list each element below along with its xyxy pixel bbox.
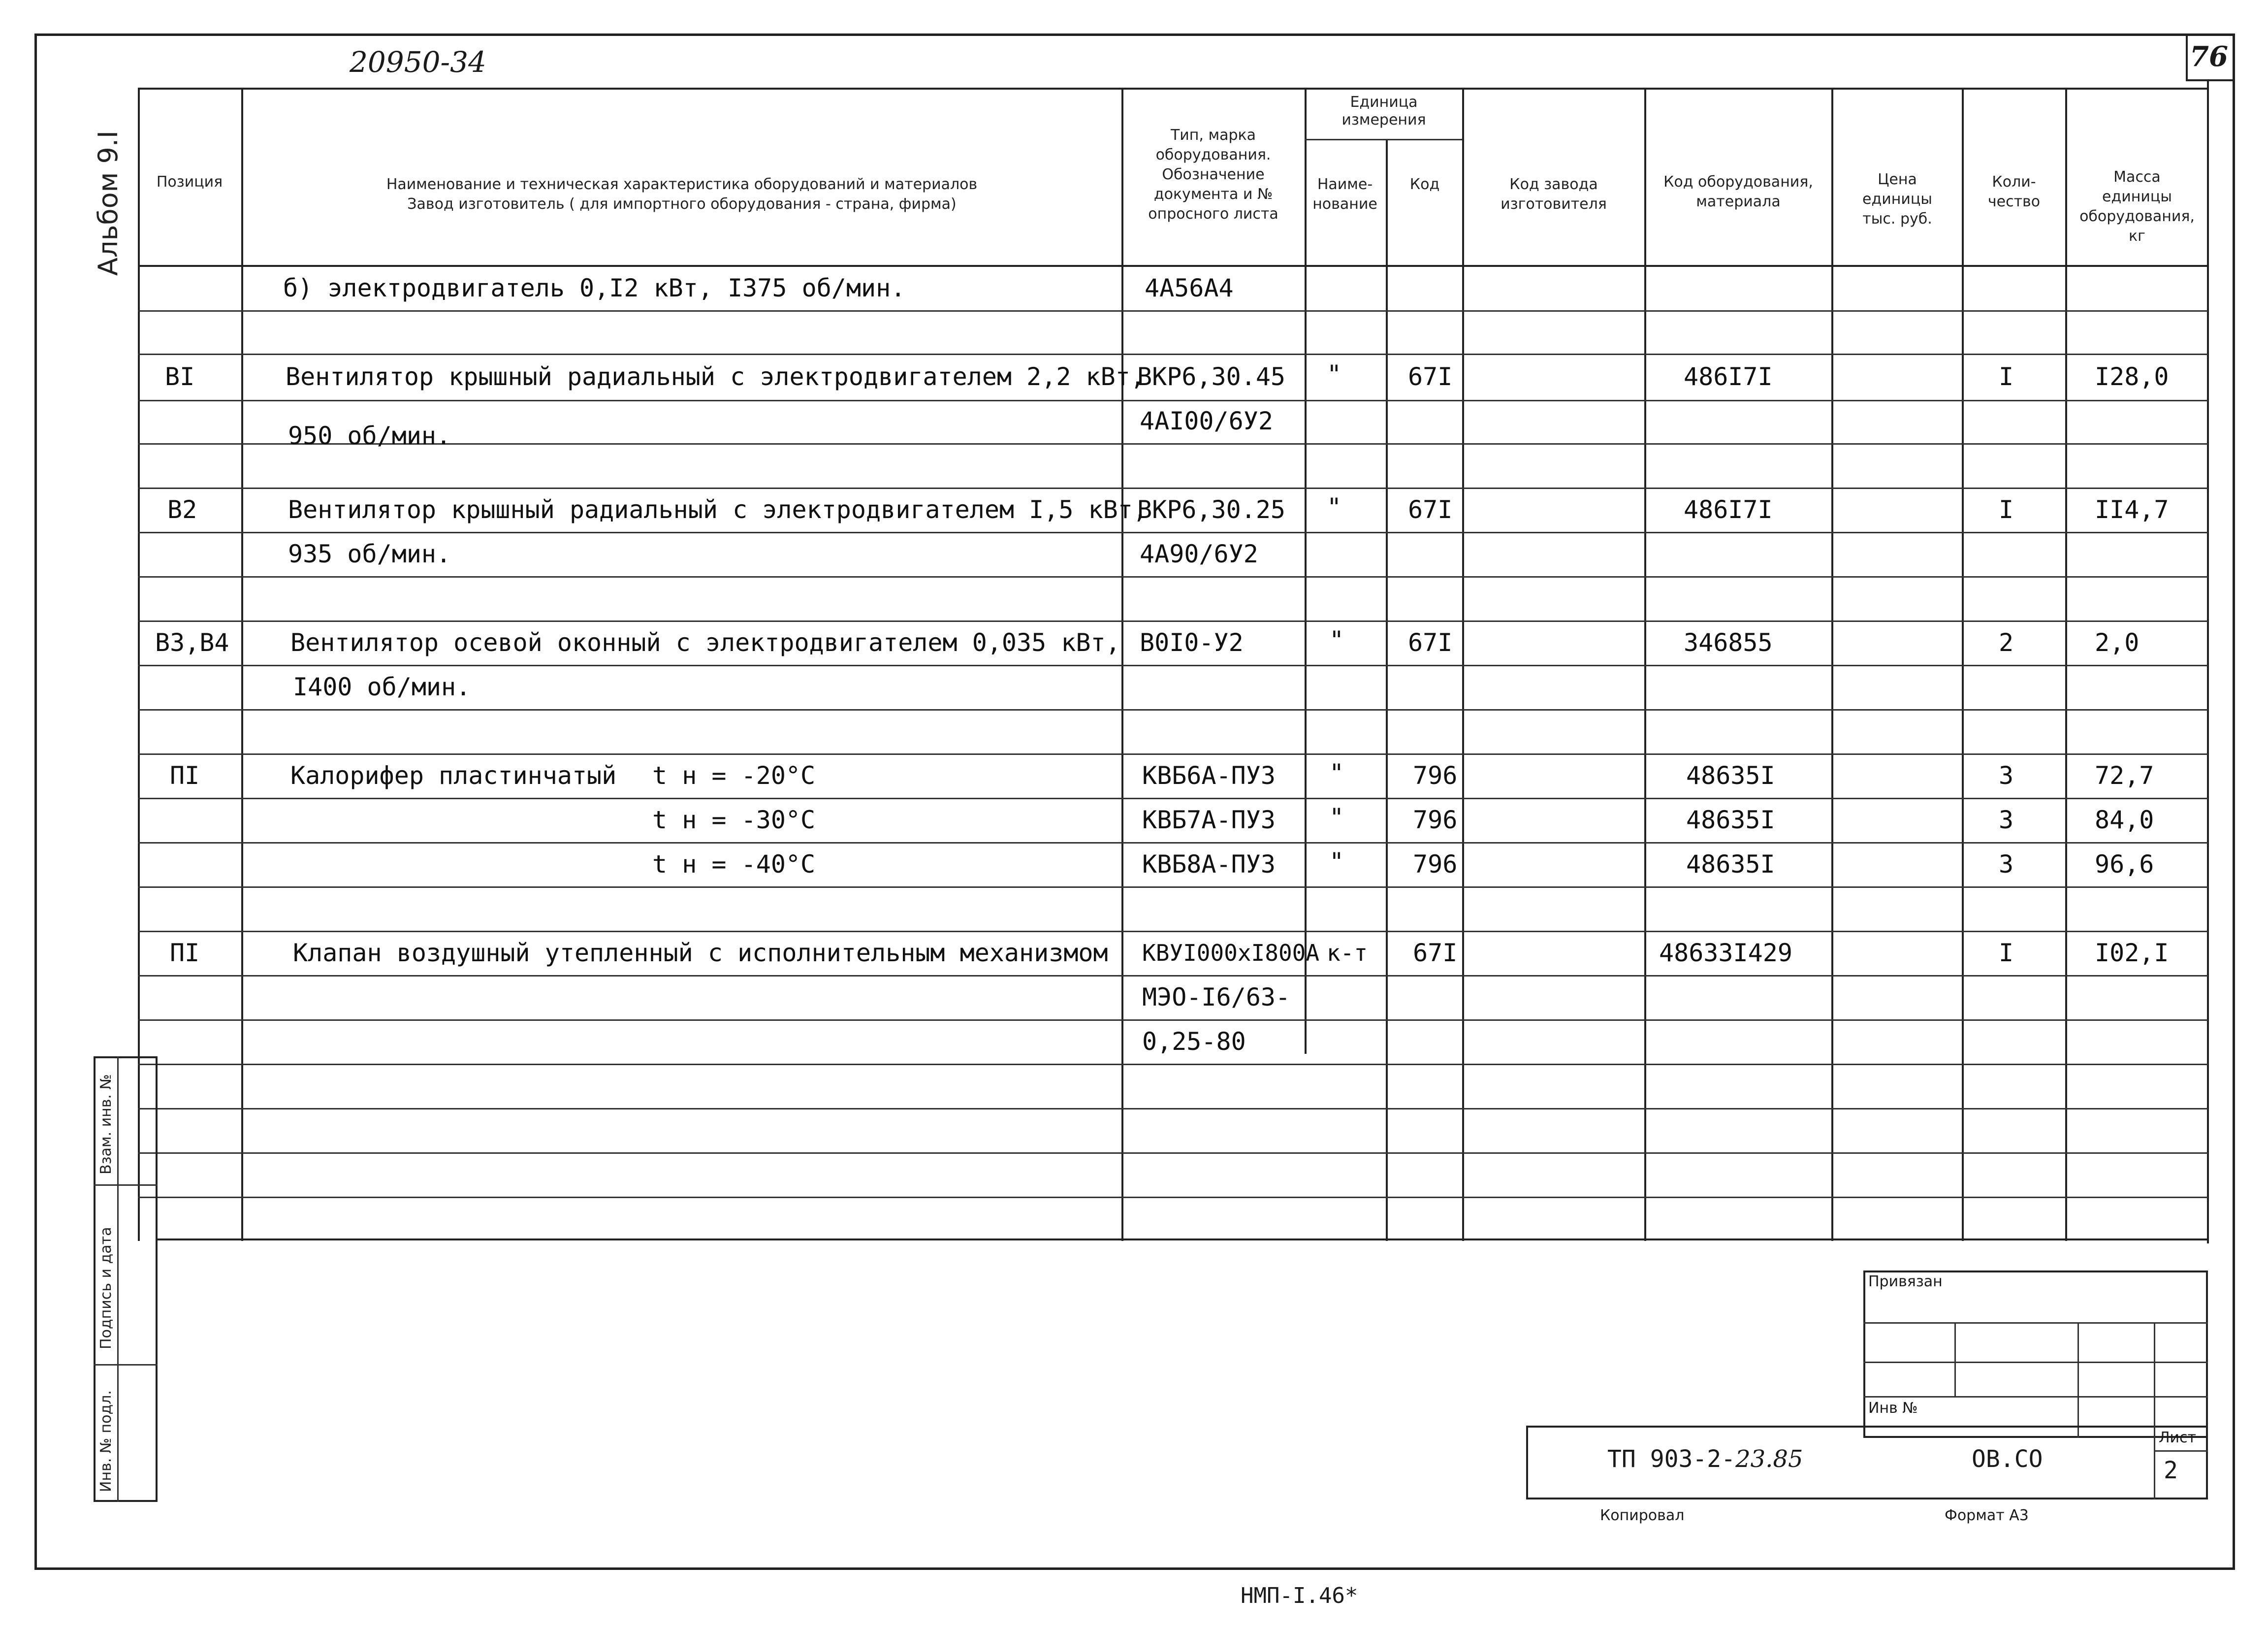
unit-group-line [1305,139,1462,140]
row-7-equipment: 48635I [1686,761,1775,790]
row-10-unit: к-т [1327,940,1368,966]
row-1-type: ВКР6,30.45 [1137,362,1286,391]
section-code: ОВ.СО [1972,1445,2043,1473]
row-line [138,620,2208,622]
side-stamp-line [94,1184,158,1186]
row-10-position: ПI [170,939,200,967]
col-quantity-header [1964,172,2064,212]
row-7-type: КВБ6А-ПУЗ [1142,761,1276,790]
row-9-unit: " [1329,847,1344,876]
col-equipment-code-header [1647,172,1830,212]
row-1-name: Вентилятор крышный радиальный с электродвигателем 2,2 кВт, [286,362,1145,391]
row-7-temperature: t н = -20°C [652,761,816,790]
table-bottom-line [158,1238,2208,1240]
col-sep-type [1305,89,1307,1054]
col-unit-code-header: Код [1409,176,1440,193]
row-10-equipment: 48633I429 [1659,939,1792,967]
row-5-unit: " [1329,626,1344,654]
attachment-line [1863,1396,2208,1398]
row-7-name: Калорифер пластинчатый [290,761,617,790]
row-2-type: 4АI00/6У2 [1140,407,1273,435]
row-line [138,310,2208,312]
mass-line2: единицы [2102,188,2172,205]
inv-no-label: Инв № [1868,1400,1918,1417]
footer-stamp: НМП-I.46* [1241,1583,1358,1608]
row-1-mass: I28,0 [2095,362,2169,391]
row-9-mass: 96,6 [2095,850,2154,879]
row-8-type: КВБ7А-ПУЗ [1142,806,1276,834]
row-10-type: КВУI000хI800А [1142,940,1320,966]
factory-code-line1: Код завода [1509,176,1598,193]
row-6-name: I400 об/мин. [293,673,471,701]
row-8-unit: " [1329,803,1344,832]
row-9-equipment: 48635I [1686,850,1775,879]
row-10-name: Клапан воздушный утепленный с исполнительным механизмом [293,939,1108,967]
row-12-type: 0,25-80 [1142,1027,1246,1056]
unit-name-line2: нование [1312,195,1377,213]
mass-line1: Масса [2113,168,2161,186]
mass-line4: кг [2129,228,2145,245]
quantity-line1: Коли- [1992,173,2036,191]
row-7-unit: " [1329,759,1344,787]
header-bottom-line [138,265,2208,267]
side-stamp-divider [117,1056,119,1502]
row-5-quantity: 2 [1999,628,2014,657]
row-line [138,931,2208,932]
row-8-mass: 84,0 [2095,806,2154,834]
row-line [138,798,2208,799]
row-3-code: 67I [1408,495,1453,524]
row-line [138,1108,2208,1109]
row-4-name: 935 об/мин. [288,540,451,568]
col-type-header [1123,126,1303,224]
row-8-quantity: 3 [1999,806,2014,834]
row-4-type: 4А90/6У2 [1140,540,1258,568]
row-line [138,753,2208,755]
row-5-name: Вентилятор осевой оконный с электродвигателем 0,035 кВт, [290,628,1120,657]
row-line [138,709,2208,711]
col-unit-name-header [1306,175,1384,214]
row-3-mass: II4,7 [2095,495,2169,524]
attached-label: Привязан [1868,1273,1943,1290]
col-type-line1: Тип, марка [1170,127,1256,144]
row-5-equipment: 346855 [1684,628,1773,657]
row-7-mass: 72,7 [2095,761,2154,790]
row-1-unit: " [1327,360,1342,389]
row-5-mass: 2,0 [2095,628,2140,657]
table-right-border [2207,81,2209,1243]
copied-label: Копировал [1600,1507,1685,1524]
attachment-line [1863,1362,2208,1363]
row-10-quantity: I [1999,939,2014,967]
col-type-line4: документа и № [1153,186,1273,203]
doc-designation [1607,1445,1803,1473]
row-7-position: ПI [170,761,200,790]
row-line [138,400,2208,401]
row-line [138,1197,2208,1198]
row-9-temperature: t н = -40°C [652,850,816,879]
unit-group-line2: измерения [1342,111,1426,129]
row-10-code: 67I [1413,939,1458,967]
equipment-code-line1: Код оборудования, [1663,173,1813,191]
row-2-name: 950 об/мин. [288,422,451,450]
col-type-line2: оборудования. [1155,146,1271,163]
row-9-code: 796 [1413,850,1458,879]
row-line [138,1064,2208,1065]
doc-designation-printed: ТП 903-2- [1607,1445,1736,1473]
row-5-type: В0I0-У2 [1140,628,1244,657]
col-name-header-line2: Завод изготовитель ( для импортного оборудования - страна, фирма) [407,195,957,213]
row-line [138,975,2208,977]
row-3-position: B2 [167,495,197,524]
row-5-code: 67I [1408,628,1453,657]
row-9-quantity: 3 [1999,850,2014,879]
attachment-divider [1954,1322,1956,1396]
col-name-header [244,175,1120,214]
row-3-name: Вентилятор крышный радиальный с электродвигателем I,5 кВт, [288,495,1148,524]
row-9-type: КВБ8А-ПУЗ [1142,850,1276,879]
row-11-type: МЭО-I6/63- [1142,983,1291,1011]
album-label: Альбом 9.I [93,130,124,276]
col-sep-unit-name [1386,140,1388,1241]
sheet-number: 2 [2164,1457,2178,1484]
side-stamp-inventory: Инв. № подл. [97,1390,115,1492]
row-1-equipment: 486I7I [1684,362,1773,391]
row-line [138,1019,2208,1021]
row-0-name: б) электродвигатель 0,I2 кВт, I375 об/мин. [283,274,906,302]
row-line [138,576,2208,578]
unit-group-line1: Единица [1350,94,1418,111]
row-line [138,488,2208,489]
row-line [138,532,2208,533]
row-0-type: 4А56А4 [1145,274,1234,302]
row-8-temperature: t н = -30°C [652,806,816,834]
factory-code-line2: изготовителя [1501,195,1607,213]
col-type-line3: Обозначение [1162,166,1265,183]
row-3-unit: " [1327,493,1342,521]
price-line1: Цена [1878,171,1917,188]
row-line [138,886,2208,888]
sheet-cell-line [2154,1450,2208,1452]
attachment-divider [2077,1322,2079,1438]
side-stamp-signature: Подпись и дата [97,1227,115,1349]
side-stamp-replacement: Взам. инв. № [97,1074,115,1174]
table-top-border [138,88,2208,90]
col-type-line5: опросного листа [1148,205,1278,223]
col-mass-header [2068,167,2206,246]
col-name-header-line1: Наименование и техническая характеристика оборудований и материалов [386,176,978,193]
row-3-quantity: I [1999,495,2014,524]
row-7-code: 796 [1413,761,1458,790]
price-line2: единицы [1862,191,1932,208]
format-label: Формат А3 [1945,1507,2029,1524]
equipment-code-line2: материала [1696,193,1781,210]
row-line [138,665,2208,666]
row-5-position: B3,B4 [155,628,229,657]
doc-designation-handwritten: 23.85 [1735,1445,1803,1473]
attachment-divider [2154,1322,2155,1438]
attachment-line [1863,1322,2208,1324]
col-price-header [1834,170,1961,229]
unit-name-line1: Наиме- [1317,176,1373,193]
row-line [138,354,2208,355]
row-line [138,1152,2208,1154]
mass-line3: оборудования, [2079,208,2195,225]
row-8-equipment: 48635I [1686,806,1775,834]
page-number: 76 [2190,40,2228,73]
doc-code-handwritten: 20950-34 [350,45,486,79]
row-1-quantity: I [1999,362,2014,391]
row-3-type: ВКР6,30.25 [1137,495,1286,524]
sheet-cell-divider [2154,1426,2155,1499]
side-stamp-line [94,1364,158,1366]
col-position-header: Позиция [156,173,223,191]
row-1-code: 67I [1408,362,1453,391]
price-line3: тыс. руб. [1862,210,1932,228]
col-unit-group-header [1307,94,1461,129]
row-10-mass: I02,I [2095,939,2169,967]
row-8-code: 796 [1413,806,1458,834]
row-7-quantity: 3 [1999,761,2014,790]
quantity-line2: чество [1987,193,2041,210]
row-line [138,842,2208,844]
row-1-position: BI [165,362,195,391]
sheet-label: Лист [2159,1429,2197,1446]
col-factory-code-header [1465,175,1643,214]
row-3-equipment: 486I7I [1684,495,1773,524]
